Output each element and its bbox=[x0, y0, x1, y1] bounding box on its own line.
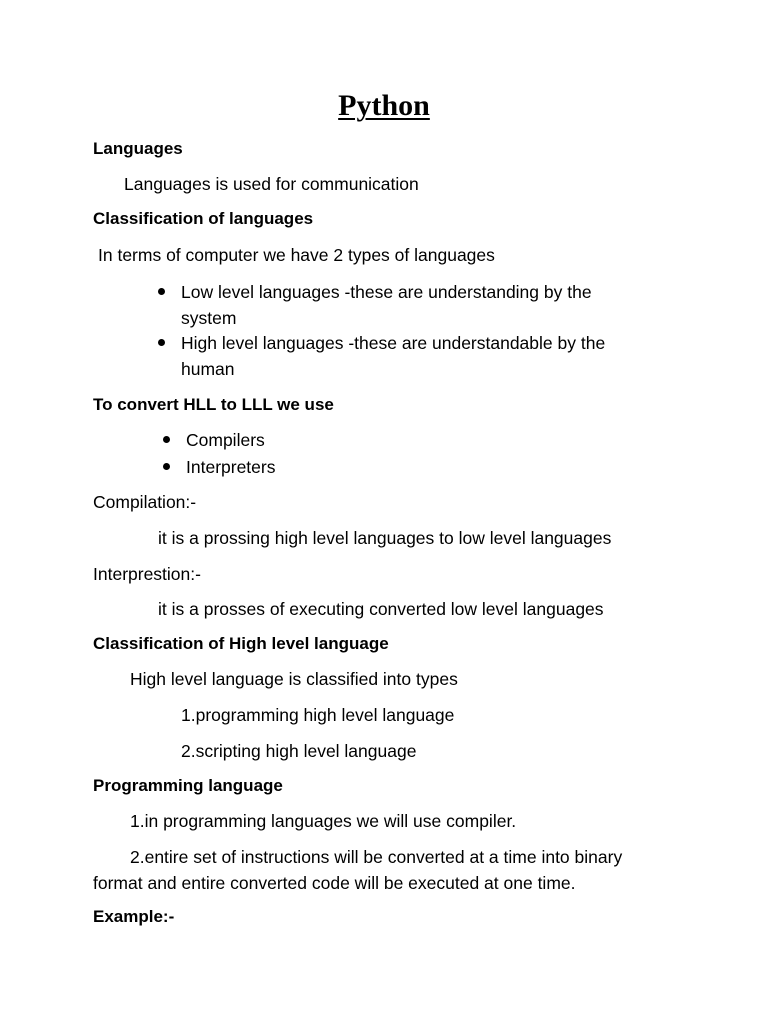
low-level-bullet-line2: system bbox=[181, 308, 237, 328]
bullet-icon bbox=[158, 288, 165, 295]
hll-classification-heading: Classification of High level language bbox=[93, 634, 389, 653]
interpretation-text: it is a prosses of executing converted low level languages bbox=[158, 599, 604, 619]
interpretation-label: Interprestion:- bbox=[93, 564, 201, 584]
compilation-label: Compilation:- bbox=[93, 492, 197, 512]
programming-point-2-line2: format and entire converted code will be executed at one time. bbox=[93, 873, 576, 893]
example-heading: Example:- bbox=[93, 907, 175, 926]
compilation-text: it is a prossing high level languages to low level languages bbox=[158, 528, 612, 548]
hll-type-scripting: 2.scripting high level language bbox=[181, 741, 417, 761]
high-level-bullet-line1: High level languages -these are understandable by the bbox=[181, 333, 606, 353]
hll-classification-text: High level language is classified into types bbox=[130, 669, 458, 689]
interpreters-bullet: Interpreters bbox=[186, 457, 276, 477]
page-title: Python bbox=[338, 89, 430, 122]
languages-heading: Languages bbox=[93, 139, 183, 158]
low-level-bullet-line1: Low level languages -these are understanding by the bbox=[181, 282, 592, 302]
programming-point-2-line1: 2.entire set of instructions will be converted at a time into binary bbox=[130, 847, 623, 867]
programming-heading: Programming language bbox=[93, 776, 283, 795]
programming-point-1: 1.in programming languages we will use compiler. bbox=[130, 811, 517, 831]
bullet-icon bbox=[163, 463, 170, 470]
bullet-icon bbox=[163, 436, 170, 443]
bullet-icon bbox=[158, 339, 165, 346]
hll-type-programming: 1.programming high level language bbox=[181, 705, 455, 725]
classification-text: In terms of computer we have 2 types of languages bbox=[98, 245, 495, 265]
classification-heading: Classification of languages bbox=[93, 209, 314, 228]
compilers-bullet: Compilers bbox=[186, 430, 265, 450]
high-level-bullet-line2: human bbox=[181, 359, 235, 379]
languages-text: Languages is used for communication bbox=[124, 174, 419, 194]
convert-heading: To convert HLL to LLL we use bbox=[93, 395, 334, 414]
